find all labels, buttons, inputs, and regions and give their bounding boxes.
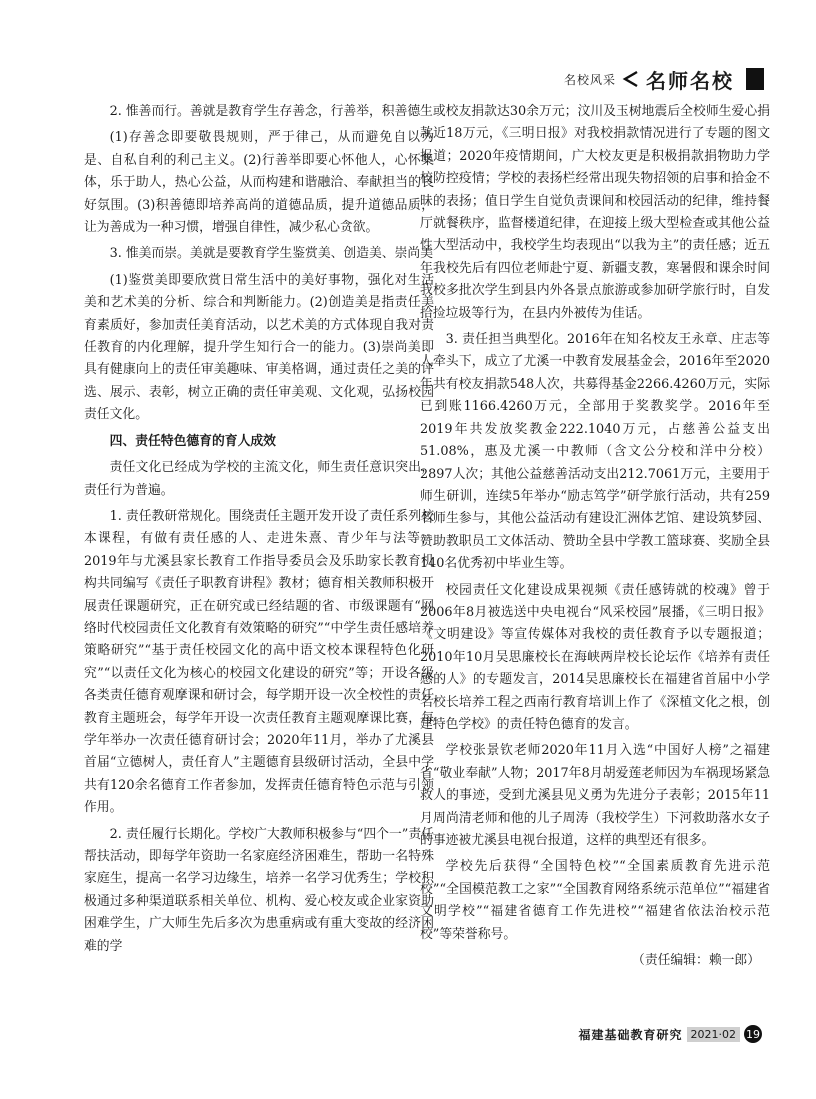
editor-credit: （责任编辑：赖一郎） (632, 953, 760, 969)
left-column (84, 101, 434, 962)
section-title: 四、责任特色德育的育人成效 (109, 433, 276, 449)
page-number: 19 (744, 1025, 762, 1043)
issue-number: 2021·02 (687, 1027, 741, 1042)
paragraph: (1)存善念即要敬畏规则，严于律己，从而避免自以为是、自私自利的利己主义。(2)行善举即要心怀他人，心怀集体，乐于助人，热心公益，从而构建和谐融洽、奉献担当的良好氛围。(3)积善德即培养高尚的道德品质，提升道德品质，让为善成为一种习惯，增强自律性，减少私心贪欲。 (84, 130, 434, 236)
paragraph: (1)鉴赏美即要欣赏日常生活中的美好事物，强化对生活美和艺术美的分析、综合和判断能力。(2)创造美是指责任美育素质好，参加责任美育活动，以艺术美的方式体现自我对责任教育的内化理解，提升学生知行合一的能力。(3)崇尚美即具有健康向上的责任审美趣味、审美格调，通过责任之美的评选、展示、表彰，树立正确的责任审美观、文化观，弘扬校园责任文化。 (84, 272, 434, 423)
paragraph: 3. 责任担当典型化。2016年在知名校友王永章、庄志等人牵头下，成立了尤溪一中教育发展基金会，2016年至2020年共有校友捐款548人次，共募得基金2266.4260万元，实际已到账1166.4260万元，全部用于奖教奖学。2016年至2019年共发放奖教金222.1040万元，占慈善公益支出51.08%，惠及尤溪一中教师（含文公分校和洋中分校）2897人次；其他公益慈善活动支出212.7061万元，主要用于师生研训，连续5年举办“励志笃学”研学旅行活动，共有259名师生参与，其他公益活动有建设汇洲体艺馆、建设筑梦园、赞助教职员工文体活动、赞助全县中学教工篮球赛、奖励全县140名优秀初中毕业生等。 (420, 332, 770, 572)
arrow-left-icon (622, 70, 640, 88)
journal-name: 福建基础教育研究 (578, 1027, 683, 1042)
paragraph: 责任文化已经成为学校的主流文化，师生责任意识突出，责任行为普遍。 (84, 460, 434, 498)
paragraph: 2. 惟善而行。善就是教育学生存善念，行善举，积善德 (109, 104, 421, 119)
header-block-marker (746, 68, 764, 90)
paragraph: 生或校友捐款达30余万元；汶川及玉树地震后全校师生爱心捐款近18万元，《三明日报》对我校捐款情况进行了专题的图文报道；2020年疫情期间，广大校友更是积极捐款捐物助力学校防控疫情；学校的表扬栏经常出现失物招领的启事和拾金不昧的表扬；值日学生自觉负责课间和校园活动的纪律，维持餐厅就餐秩序，监督楼道纪律，在迎接上级大型检查或其他公益性大型活动中，我校学生均表现出“以我为主”的责任感；近五年我校先后有四位老师赴宁夏、新疆支教，寒暑假和课余时间我校多批次学生到县内外各景点旅游或参加研学旅行时，自发拾捡垃圾等行为，在县内外被传为佳话。 (420, 104, 770, 321)
paragraph: 学校张景钦老师2020年11月入选“中国好人榜”之福建省“敬业奉献”人物；2017年8月胡爱莲老师因为车祸现场紧急救人的事迹，受到尤溪县见义勇为先进分子表彰；2015年11月周尚清老师和他的儿子周涛（我校学生）下河救助落水女子的事迹被尤溪县电视台报道，这样的典型还有很多。 (420, 743, 770, 848)
column-label-big: 名师名校 (646, 68, 734, 93)
paragraph: 2. 责任履行长期化。学校广大教师积极参与“四个一”责任帮扶活动，即每学年资助一名家庭经济困难生，帮助一名特殊家庭生，提高一名学习边缘生，培养一名学习优秀生；学校积极通过多种渠道联系相关单位、机构、爱心校友或企业家资助困难学生，广大师生先后多次为患重病或有重大变故的经济困难的学 (84, 826, 434, 954)
column-label-small: 名校风采 (563, 72, 616, 87)
page-header (564, 66, 764, 92)
page-footer (578, 1025, 762, 1043)
paragraph: 1. 责任教研常规化。围绕责任主题开发开设了责任系列校本课程，有做有责任感的人、走进朱熹、青少年与法等，2019年与尤溪县家长教育工作指导委员会及乐助家长教育机构共同编写《责任子职教育讲程》教材；德育相关教师积极开展责任课题研究，正在研究或已经结题的省、市级课题有“网络时代校园责任文化教育有效策略的研究”“中学生责任感培养策略研究”“基于责任校园文化的高中语文校本课程特色化研究”“以责任文化为核心的校园文化建设的研究”等；开设各级各类责任德育观摩课和研讨会，每学期开设一次全校性的责任教育主题班会，每学年开设一次责任教育主题观摩课比赛，每学年举办一次责任德育研讨会；2020年11月，举办了尤溪县首届“立德树人，责任育人”主题德育县级研讨活动，全县中学共有120余名德育工作者参加，发挥责任德育特色示范与引领作用。 (84, 508, 434, 816)
paragraph: 校园责任文化建设成果视频《责任感铸就的校魂》曾于2006年8月被选送中央电视台“风采校园”展播，《三明日报》《文明建设》等宣传媒体对我校的责任教育予以专题报道；2010年10月吴思廉校长在海峡两岸校长论坛作《培养有责任感的人》的专题发言，2014吴思廉校长在福建省首届中小学名校长培养工程之西南行教育培训上作了《深植文化之根，创建特色学校》的责任特色德育的发言。 (420, 582, 770, 732)
paragraph: 3. 惟美而崇。美就是要教育学生鉴赏美、创造美、崇尚美 (109, 246, 433, 262)
right-column (420, 101, 770, 976)
paragraph: 学校先后获得“全国特色校”“全国素质教育先进示范校”“全国模范教工之家”“全国教育网络系统示范单位”“福建省文明学校”“福建省德育工作先进校”“福建省依法治校示范校”等荣誉称号。 (420, 859, 770, 942)
